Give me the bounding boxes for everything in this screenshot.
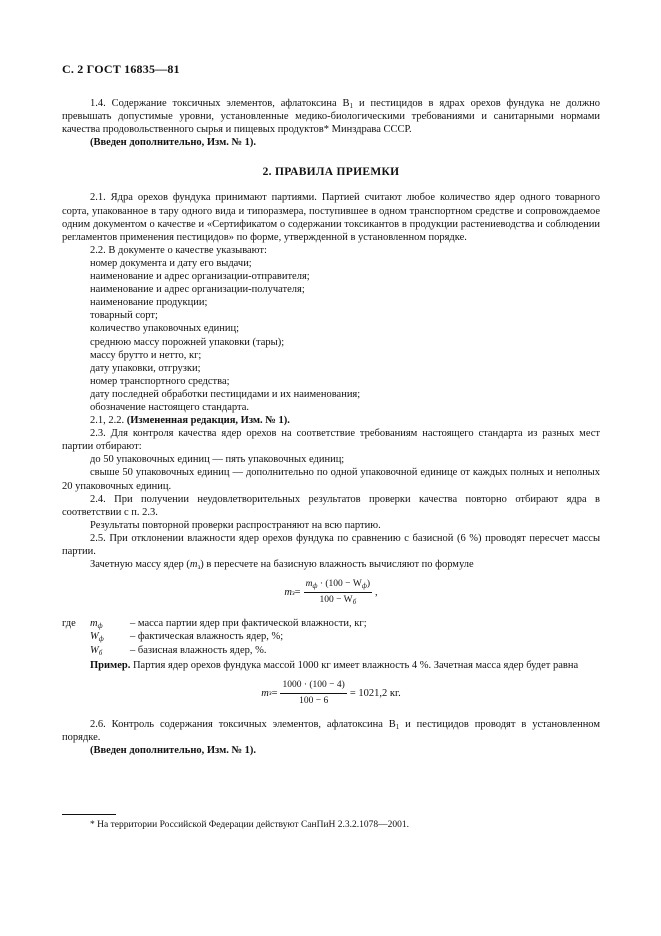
list-item: номер транспортного средства; — [90, 375, 230, 387]
amendment-note: (Введен дополнительно, Изм. № 1). — [90, 137, 257, 149]
footnote: * На территории Российской Федерации действуют СанПиН 2.3.2.1078—2001. — [90, 820, 410, 830]
list-item: обозначение настоящего стандарта. — [90, 401, 250, 413]
paragraph-text: Зачетную массу ядер $(m_з)$ в пересчете на базисную влажность вычисляют по формуле — [90, 559, 474, 572]
list-item: наименование продукции; — [90, 297, 208, 309]
list-item: дату последней обработки пестицидами и их наименования; — [90, 388, 361, 400]
list-item: товарный сорт; — [90, 310, 158, 322]
list-item: до 50 упаковочных единиц — пять упаковочных единиц; — [90, 454, 345, 466]
list-item: количество упаковочных единиц; — [90, 323, 240, 335]
paragraph-2-2: 2.2. В документе о качестве указывают: — [90, 244, 267, 256]
paragraph-text: Результаты повторной проверки распространяют на всю партию. — [90, 519, 381, 531]
list-item: наименование и адрес организации-отправителя; — [90, 271, 310, 283]
document-contents-list — [62, 257, 600, 414]
formula-fraction: $\frac{m_ф \cdot (100 - W_ф)}{100 - W_б}$ — [305, 579, 371, 607]
amendment-note: 2.1, 2.2. (Измененная редакция, Изм. № 1). — [90, 415, 290, 427]
list-item: массу брутто и нетто, кг; — [90, 349, 202, 361]
definition-row: где $m_ф$ – масса партии ядер при фактической влажности, кг; — [62, 618, 367, 631]
list-item: свыше 50 упаковочных единиц — дополнительно по одной упаковочной единице от каждых полных и неполных 20 упаковочных единиц. — [62, 467, 600, 492]
paragraph-2-5: 2.5. При отклонении влажности ядер орехов фундука по сравнению с базисной (6 %) проводят пересчет массы партии. — [62, 532, 600, 557]
definition-row: $W_ф$ – фактическая влажность ядер, %; — [90, 631, 284, 644]
amendment-note: (Введен дополнительно, Изм. № 1). — [90, 745, 257, 757]
section-title: 2. ПРАВИЛА ПРИЕМКИ — [262, 166, 400, 179]
page-header: С. 2 ГОСТ 16835—81 — [62, 62, 180, 76]
paragraph-2-6: 2.6. Контроль содержания токсичных элементов, афлатоксина $B_1$ и пестицидов проводят в установленном порядке. — [62, 718, 601, 744]
paragraph-2-1: 2.1. Ядра орехов фундука принимают партиями. Партией считают любое количество ядер одного товарного сорта, упакованное в тару одного вида и типоразмера, поступившее в одном транспортном средстве и сопровождаемое одним документом о качестве и «Сертификатом о содержании токсикантов в продукции растениеводства и соблюдении регламентов применения пестицидов» по форме, утвержденной в установленном порядке. — [62, 192, 600, 243]
paragraph-2-4: 2.4. При получении неудовлетворительных результатов проверки качества повторно отбирают ядра в соответствии с п. 2.3. — [62, 493, 600, 518]
list-item: дату упаковки, отгрузки; — [90, 362, 201, 374]
list-item: среднюю массу порожней упаковки (тары); — [90, 336, 285, 348]
formula-mass: m з = $\frac{m_ф \cdot (100 - W_ф)}{100 - W_б}$ , — [284, 579, 378, 607]
paragraph-2-3: 2.3. Для контроля качества ядер орехов на соответствие требованиям настоящего стандарта из разных мест партии отбирают: — [62, 428, 600, 453]
definition-row: $W_б$ – базисная влажность ядер, %. — [90, 644, 267, 657]
footnote-divider — [62, 814, 116, 815]
list-item: наименование и адрес организации-получателя; — [90, 284, 305, 296]
document-body — [62, 97, 600, 757]
formula-example: m з = $\frac{1000 \cdot (100 - 4)}{100 - 6}$ = 1021,2 кг. — [62, 679, 600, 708]
document-page — [62, 0, 600, 936]
example-paragraph: Пример. Партия ядер орехов фундука массой 1000 кг имеет влажность 4 %. Зачетная масса ядер будет равна — [90, 659, 579, 671]
formula-fraction: $\frac{1000 \cdot (100 - 4)}{100 - 6}$ — [282, 679, 345, 706]
formula-definitions — [62, 617, 600, 656]
paragraph-1-4: 1.4. Содержание токсичных элементов, афлатоксина $B_1$ и пестицидов в ядрах орехов фундука не должно превышать допустимые уровни, установленные медико-биологическими требованиями и санитарными нормами качества продовольственного сырья и пищевых продуктов* Минздрава СССР. — [62, 98, 601, 136]
list-item: номер документа и дату его выдачи; — [90, 257, 252, 269]
